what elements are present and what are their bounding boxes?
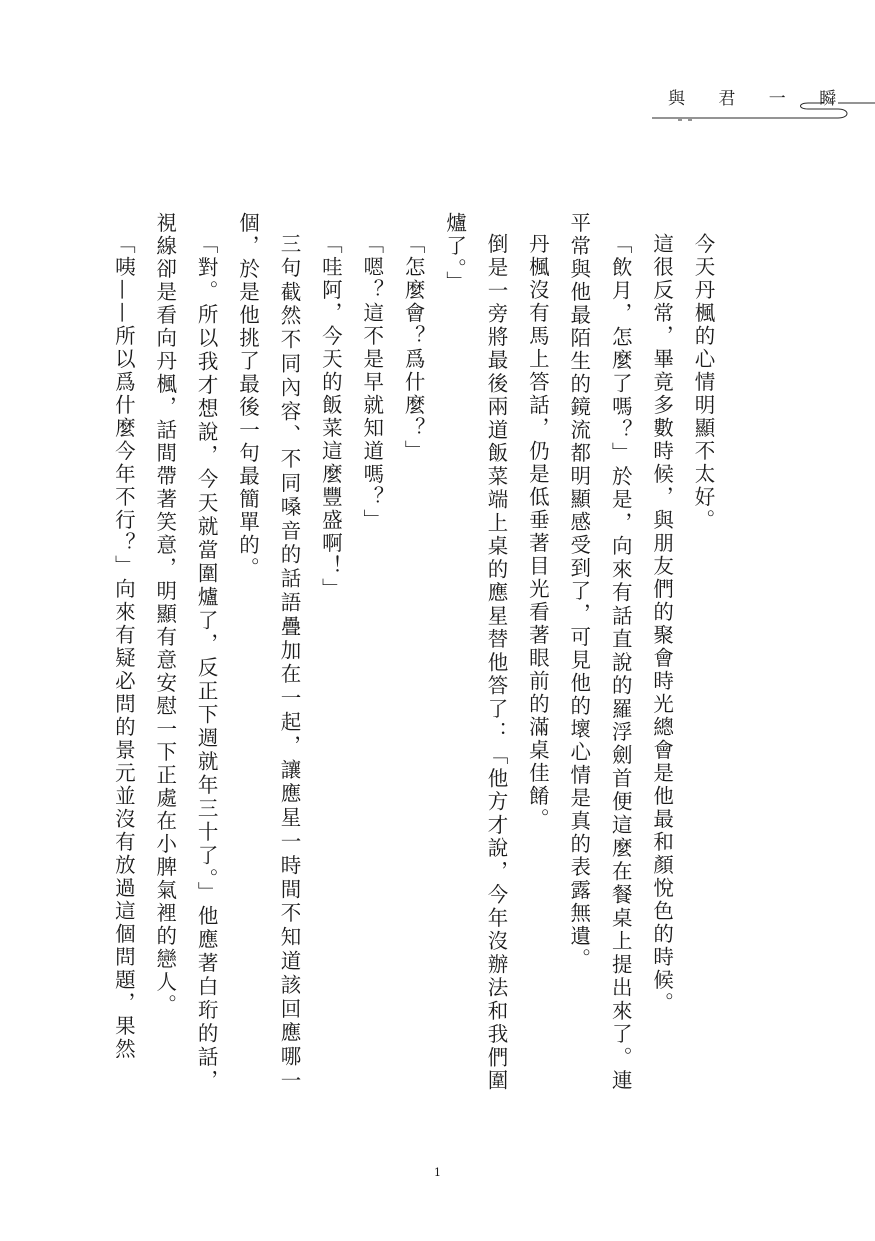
- body-text: [111, 212, 723, 1092]
- paragraph: 「嗯？這不是早就知道嗎？」: [359, 232, 384, 532]
- paragraph: 「哇阿，今天的飯菜這麼豐盛啊！」: [318, 232, 343, 601]
- paragraph: 三句截然不同內容、不同嗓音的話語疊加在一起，讓應星一時間不知道該回應哪一個，於是他挑了最後一句最簡單的。: [235, 212, 301, 1092]
- paragraph: 「咦——所以爲什麼今年不行？」向來有疑必問的景元並沒有放過這個問題，果然: [111, 232, 136, 1061]
- paragraph: 「對。所以我才想說，今天就當圍爐了，反正下週就年三十了。」他應著白珩的話，視線卻是看向丹楓，話間帶著笑意，明顯有意安慰一下正處在小脾氣裡的戀人。: [152, 212, 219, 1092]
- header-title: 與 君 一 瞬: [668, 89, 851, 109]
- page-number: 1: [434, 1166, 441, 1179]
- paragraph: 倒是一旁將最後兩道飯菜端上桌的應星替他答了：「他方才說，今年沒辦法和我們圍爐了。」: [442, 212, 508, 1092]
- header-ornament: [648, 96, 875, 126]
- paragraph: 丹楓沒有馬上答話，仍是低垂著目光看著眼前的滿桌佳餚。: [525, 232, 550, 831]
- paragraph: 「飲月，怎麼了嗎？」於是，向來有話直說的羅浮劍首便這麼在餐桌上提出來了。連平常與他最陌生的鏡流都明顯感受到了，可見他的壞心情是真的表露無遺。: [566, 212, 633, 1092]
- paragraph: 今天丹楓的心情明顯不太好。: [691, 232, 715, 532]
- paragraph: 「怎麼會？爲什麼？」: [401, 232, 426, 463]
- paragraph: 這很反常，畢竟多數時候，與朋友們的聚會時光總會是他最和顏悅色的時候。: [649, 232, 674, 1015]
